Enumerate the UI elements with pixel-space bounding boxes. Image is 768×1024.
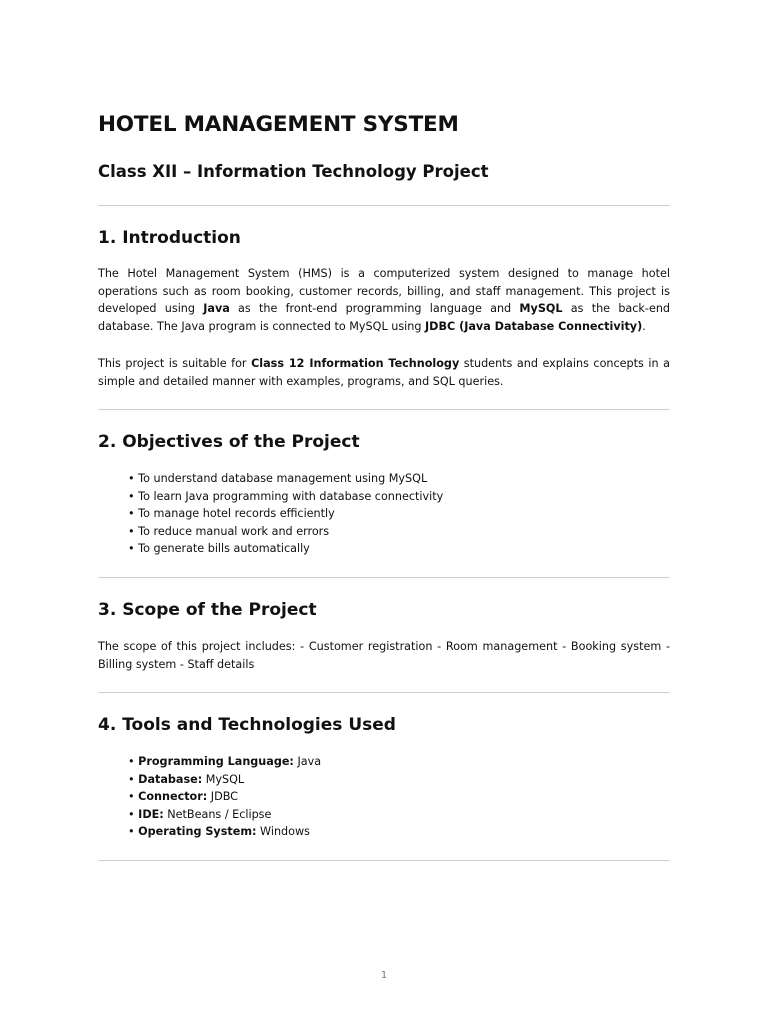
objectives-list bbox=[128, 470, 443, 558]
list-item bbox=[128, 806, 321, 824]
tool-value: JDBC bbox=[207, 790, 238, 804]
section-heading-introduction: 1. Introduction bbox=[98, 228, 241, 248]
scope-paragraph: The scope of this project includes: - Customer registration - Room management - Booking system - Billing system - Staff details bbox=[98, 640, 670, 671]
list-item bbox=[128, 823, 321, 841]
intro-paragraph-1 bbox=[98, 265, 670, 335]
tool-value: MySQL bbox=[202, 772, 245, 786]
tool-label: Operating System: bbox=[138, 825, 257, 839]
section-heading-scope: 3. Scope of the Project bbox=[98, 600, 317, 620]
section-divider bbox=[98, 692, 670, 693]
list-item bbox=[128, 771, 321, 789]
section-heading-tools: 4. Tools and Technologies Used bbox=[98, 715, 396, 735]
list-item bbox=[128, 788, 321, 806]
list-item bbox=[128, 753, 321, 771]
intro-text: . bbox=[642, 319, 646, 333]
section-divider bbox=[98, 860, 670, 861]
tool-value: NetBeans / Eclipse bbox=[163, 807, 272, 821]
section-divider bbox=[98, 205, 670, 206]
tool-label: Connector: bbox=[138, 790, 208, 804]
tool-value: Windows bbox=[256, 825, 310, 839]
document-title: HOTEL MANAGEMENT SYSTEM bbox=[98, 112, 459, 137]
intro-bold-jdbc: JDBC (Java Database Connectivity) bbox=[425, 319, 643, 333]
intro-text: This project is suitable for bbox=[98, 357, 252, 370]
intro-text: as the front-end programming language and bbox=[229, 302, 520, 316]
list-item: • To understand database management using MySQL bbox=[128, 470, 443, 488]
tools-list bbox=[128, 753, 321, 841]
list-item: • To generate bills automatically bbox=[128, 540, 443, 558]
intro-bold-mysql: MySQL bbox=[519, 302, 563, 316]
intro-paragraph-2 bbox=[98, 355, 670, 390]
list-item: • To reduce manual work and errors bbox=[128, 523, 443, 541]
section-divider bbox=[98, 577, 670, 578]
document-subtitle: Class XII – Information Technology Project bbox=[98, 162, 489, 181]
section-divider bbox=[98, 409, 670, 410]
tool-label: IDE: bbox=[138, 807, 164, 821]
intro-bold-java: Java bbox=[203, 302, 230, 316]
intro-text: The Hotel Management System (HMS) is a computerized system designed to manage hotel operations such as room booking, customer records, billing, and staff management. This project is developed using bbox=[98, 267, 670, 316]
page-number: 1 bbox=[380, 970, 388, 981]
intro-bold-class: Class 12 Information Technology bbox=[251, 357, 460, 370]
tool-label: Database: bbox=[138, 772, 203, 786]
tool-value: Java bbox=[293, 755, 322, 768]
intro-text: as the back-end database. The Java program is connected to MySQL using bbox=[98, 302, 671, 333]
intro-text: students and explains concepts in a simple and detailed manner with examples, programs, and SQL queries. bbox=[98, 357, 671, 388]
section-heading-objectives: 2. Objectives of the Project bbox=[98, 432, 360, 452]
list-item: • To manage hotel records efficiently bbox=[128, 505, 443, 523]
list-item: • To learn Java programming with database connectivity bbox=[128, 488, 443, 506]
tool-label: Programming Language: bbox=[138, 755, 294, 768]
